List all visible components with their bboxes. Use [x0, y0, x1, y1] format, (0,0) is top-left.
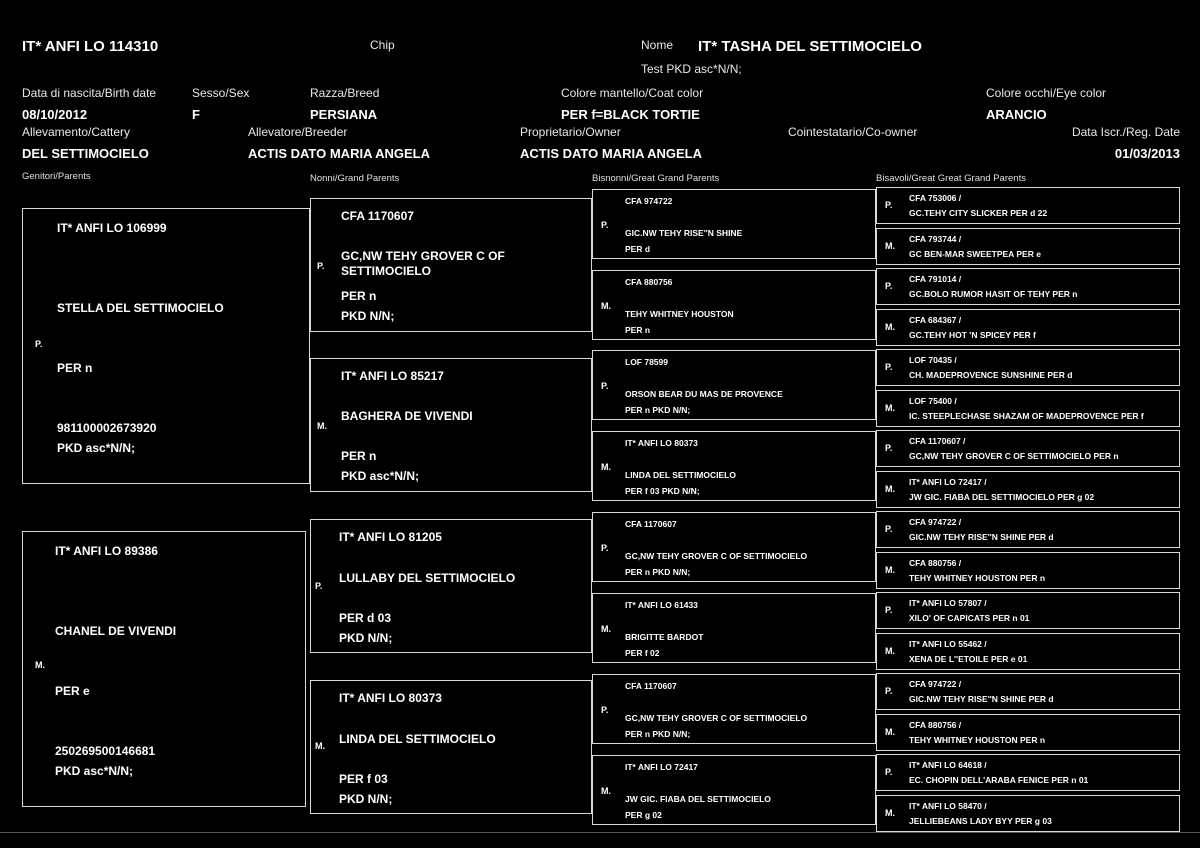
- gg-name: TEHY WHITNEY HOUSTON PER n: [909, 573, 1046, 583]
- parent-side: P.: [35, 339, 43, 349]
- gg-box: [876, 754, 1180, 791]
- great-color: PER n PKD N/N;: [625, 405, 691, 415]
- gg-reg: CFA 684367 /: [909, 315, 962, 325]
- grandparent-name: BAGHERA DE VIVENDI: [341, 409, 473, 423]
- grandparent-test: PKD N/N;: [341, 309, 395, 323]
- gg-side: P.: [885, 605, 893, 615]
- great-reg: CFA 974722: [625, 196, 673, 206]
- name-label: Nome: [641, 38, 674, 52]
- great-name: GC,NW TEHY GROVER C OF SETTIMOCIELO: [625, 551, 808, 561]
- parent-box-dam: [22, 531, 306, 807]
- grandparent-name: LULLABY DEL SETTIMOCIELO: [339, 571, 516, 585]
- great-reg: CFA 880756: [625, 277, 673, 287]
- gg-name: GC.TEHY CITY SLICKER PER d 22: [909, 208, 1048, 218]
- great-grandparent-box: [592, 593, 876, 663]
- parent-reg: IT* ANFI LO 89386: [55, 544, 158, 558]
- parent-test: PKD asc*N/N;: [55, 764, 134, 778]
- great-name: GIC.NW TEHY RISE''N SHINE: [625, 228, 743, 238]
- great-grandparent-box: [592, 189, 876, 259]
- gg-reg: IT* ANFI LO 57807 /: [909, 598, 987, 608]
- grandparent-name-cont: SETTIMOCIELO: [341, 264, 431, 278]
- parent-chip: 981100002673920: [57, 421, 157, 435]
- great-side: M.: [601, 624, 611, 634]
- grandparent-box: [310, 680, 592, 814]
- gg-reg: IT* ANFI LO 64618 /: [909, 760, 987, 770]
- grandparent-color: PER n: [341, 449, 377, 463]
- gg-side: P.: [885, 443, 893, 453]
- grandparent-test: PKD N/N;: [339, 792, 393, 806]
- great-color: PER f 02: [625, 648, 660, 658]
- gg-side: M.: [885, 241, 895, 251]
- gg-box: [876, 349, 1180, 386]
- coowner-label: Cointestatario/Co-owner: [788, 125, 918, 139]
- gg-reg: CFA 753006 /: [909, 193, 962, 203]
- gg-name: IC. STEEPLECHASE SHAZAM OF MADEPROVENCE PER f: [909, 411, 1144, 421]
- gg-reg: IT* ANFI LO 58470 /: [909, 801, 987, 811]
- gg-box: [876, 714, 1180, 751]
- grandparent-test: PKD asc*N/N;: [341, 469, 420, 483]
- parent-side: M.: [35, 660, 45, 670]
- gg-name: JW GIC. FIABA DEL SETTIMOCIELO PER g 02: [909, 492, 1095, 502]
- great-side: M.: [601, 786, 611, 796]
- parent-test: PKD asc*N/N;: [57, 441, 136, 455]
- reg-date-label: Data Iscr./Reg. Date: [1071, 125, 1180, 139]
- great-color: PER n PKD N/N;: [625, 729, 691, 739]
- grandparent-color: PER n: [341, 289, 377, 303]
- grandparent-name: LINDA DEL SETTIMOCIELO: [339, 732, 496, 746]
- reg-date-value: 01/03/2013: [1114, 146, 1180, 161]
- gg-box: [876, 309, 1180, 346]
- grandparent-reg: CFA 1170607: [341, 209, 414, 223]
- gg-name: GC.TEHY HOT 'N SPICEY PER f: [909, 330, 1036, 340]
- gg-reg: CFA 793744 /: [909, 234, 962, 244]
- great-grandparent-box: [592, 270, 876, 340]
- gg-name: GIC.NW TEHY RISE''N SHINE PER d: [909, 532, 1054, 542]
- birth-date-label: Data di nascita/Birth date: [22, 86, 157, 100]
- gg-reg: CFA 880756 /: [909, 558, 962, 568]
- grandparent-reg: IT* ANFI LO 81205: [339, 530, 442, 544]
- parent-reg: IT* ANFI LO 106999: [57, 221, 167, 235]
- coat-color-value: PER f=BLACK TORTIE: [561, 107, 700, 122]
- gg-box: [876, 471, 1180, 508]
- great-name: BRIGITTE BARDOT: [625, 632, 704, 642]
- parent-box-sire: [22, 208, 310, 484]
- gg-side: P.: [885, 686, 893, 696]
- gg-side: M.: [885, 646, 895, 656]
- gg-name: GIC.NW TEHY RISE''N SHINE PER d: [909, 694, 1054, 704]
- grandparent-reg: IT* ANFI LO 80373: [339, 691, 442, 705]
- parent-name: CHANEL DE VIVENDI: [55, 624, 177, 638]
- gg-side: M.: [885, 808, 895, 818]
- gg-reg: CFA 791014 /: [909, 274, 962, 284]
- gg-side: M.: [885, 565, 895, 575]
- gg-name: TEHY WHITNEY HOUSTON PER n: [909, 735, 1046, 745]
- gg-side: M.: [885, 484, 895, 494]
- great-name: GC,NW TEHY GROVER C OF SETTIMOCIELO: [625, 713, 808, 723]
- parent-name: STELLA DEL SETTIMOCIELO: [57, 301, 224, 315]
- great-grandparent-box: [592, 512, 876, 582]
- great-side: P.: [601, 220, 609, 230]
- grandparent-side: P.: [315, 581, 323, 591]
- great-reg: IT* ANFI LO 80373: [625, 438, 698, 448]
- gg-box: [876, 390, 1180, 427]
- grandparent-box: [310, 358, 592, 492]
- cattery-value: DEL SETTIMOCIELO: [22, 146, 149, 161]
- great-reg: CFA 1170607: [625, 681, 677, 691]
- breed-label: Razza/Breed: [310, 86, 380, 100]
- gg-reg: CFA 974722 /: [909, 679, 962, 689]
- owner-value: ACTIS DATO MARIA ANGELA: [520, 146, 702, 161]
- great-side: P.: [601, 381, 609, 391]
- cat-name: IT* TASHA DEL SETTIMOCIELO: [698, 38, 922, 55]
- gg-side: P.: [885, 200, 893, 210]
- grandparent-side: M.: [315, 741, 325, 751]
- grandparent-name: GC,NW TEHY GROVER C OF: [341, 249, 505, 263]
- breeder-value: ACTIS DATO MARIA ANGELA: [248, 146, 430, 161]
- eye-color-label: Colore occhi/Eye color: [986, 86, 1107, 100]
- gg-name: JELLIEBEANS LADY BYY PER g 03: [909, 816, 1052, 826]
- gg-reg: IT* ANFI LO 55462 /: [909, 639, 987, 649]
- great-reg: LOF 78599: [625, 357, 668, 367]
- gg-name: CH. MADEPROVENCE SUNSHINE PER d: [909, 370, 1073, 380]
- registration-number: IT* ANFI LO 114310: [22, 38, 159, 55]
- coat-color-label: Colore mantello/Coat color: [561, 86, 704, 100]
- gg-name: GC.BOLO RUMOR HASIT OF TEHY PER n: [909, 289, 1078, 299]
- gg-box: [876, 187, 1180, 224]
- great-name: TEHY WHITNEY HOUSTON: [625, 309, 734, 319]
- chip-label: Chip: [370, 38, 395, 52]
- gg-box: [876, 673, 1180, 710]
- eye-color-value: ARANCIO: [986, 107, 1047, 122]
- parent-chip: 250269500146681: [55, 744, 156, 758]
- grandparent-reg: IT* ANFI LO 85217: [341, 369, 444, 383]
- owner-label: Proprietario/Owner: [520, 125, 621, 139]
- great-side: M.: [601, 462, 611, 472]
- gg-side: P.: [885, 767, 893, 777]
- gg-reg: CFA 880756 /: [909, 720, 962, 730]
- gg-box: [876, 592, 1180, 629]
- great-name: JW GIC. FIABA DEL SETTIMOCIELO: [625, 794, 771, 804]
- great-color: PER d: [625, 244, 651, 254]
- birth-date-value: 08/10/2012: [22, 107, 88, 122]
- gg-box: [876, 795, 1180, 832]
- great-side: P.: [601, 543, 609, 553]
- great-grandparent-box: [592, 350, 876, 420]
- breeder-label: Allevatore/Breeder: [248, 125, 348, 139]
- great-color: PER f 03 PKD N/N;: [625, 486, 700, 496]
- gg-reg: CFA 974722 /: [909, 517, 962, 527]
- great-color: PER g 02: [625, 810, 662, 820]
- great-side: P.: [601, 705, 609, 715]
- sex-label: Sesso/Sex: [192, 86, 250, 100]
- gg-name: GC BEN-MAR SWEETPEA PER e: [909, 249, 1041, 259]
- gg-reg: LOF 75400 /: [909, 396, 957, 406]
- grandparent-side: M.: [317, 421, 327, 431]
- gg-name: EC. CHOPIN DELL'ARABA FENICE PER n 01: [909, 775, 1089, 785]
- col-great-header: Bisnonni/Great Grand Parents: [592, 173, 720, 184]
- grandparent-test: PKD N/N;: [339, 631, 393, 645]
- gg-side: M.: [885, 727, 895, 737]
- col-greatgreat-header: Bisavoli/Great Great Grand Parents: [876, 173, 1026, 184]
- gg-reg: LOF 70435 /: [909, 355, 957, 365]
- gg-name: XILO' OF CAPICATS PER n 01: [909, 613, 1030, 623]
- grandparent-color: PER f 03: [339, 772, 388, 786]
- great-side: M.: [601, 301, 611, 311]
- gg-reg: CFA 1170607 /: [909, 436, 966, 446]
- gg-box: [876, 430, 1180, 467]
- gg-box: [876, 511, 1180, 548]
- gg-box: [876, 228, 1180, 265]
- great-reg: CFA 1170607: [625, 519, 677, 529]
- cattery-label: Allevamento/Cattery: [22, 125, 131, 139]
- gg-side: P.: [885, 524, 893, 534]
- gg-side: P.: [885, 362, 893, 372]
- grandparent-box: [310, 198, 592, 332]
- great-reg: IT* ANFI LO 72417: [625, 762, 698, 772]
- test-line: Test PKD asc*N/N;: [641, 62, 742, 76]
- great-grandparent-box: [592, 755, 876, 825]
- great-reg: IT* ANFI LO 61433: [625, 600, 698, 610]
- gg-box: [876, 552, 1180, 589]
- gg-name: XENA DE L''ETOILE PER e 01: [909, 654, 1028, 664]
- parent-color: PER n: [57, 361, 93, 375]
- gg-box: [876, 633, 1180, 670]
- gg-side: P.: [885, 281, 893, 291]
- great-grandparent-box: [592, 431, 876, 501]
- gg-name: GC,NW TEHY GROVER C OF SETTIMOCIELO PER n: [909, 451, 1119, 461]
- bottom-edge-line: [0, 832, 1200, 833]
- grandparent-side: P.: [317, 261, 325, 271]
- great-name: LINDA DEL SETTIMOCIELO: [625, 470, 736, 480]
- breed-value: PERSIANA: [310, 107, 378, 122]
- col-parents-header: Genitori/Parents: [22, 171, 91, 182]
- great-color: PER n: [625, 325, 651, 335]
- gg-reg: IT* ANFI LO 72417 /: [909, 477, 987, 487]
- col-grandparents-header: Nonni/Grand Parents: [310, 173, 400, 184]
- parent-color: PER e: [55, 684, 90, 698]
- sex-value: F: [192, 107, 200, 122]
- gg-side: M.: [885, 322, 895, 332]
- grandparent-box: [310, 519, 592, 653]
- gg-side: M.: [885, 403, 895, 413]
- gg-box: [876, 268, 1180, 305]
- great-grandparent-box: [592, 674, 876, 744]
- great-color: PER n PKD N/N;: [625, 567, 691, 577]
- great-name: ORSON BEAR DU MAS DE PROVENCE: [625, 389, 783, 399]
- grandparent-color: PER d 03: [339, 611, 392, 625]
